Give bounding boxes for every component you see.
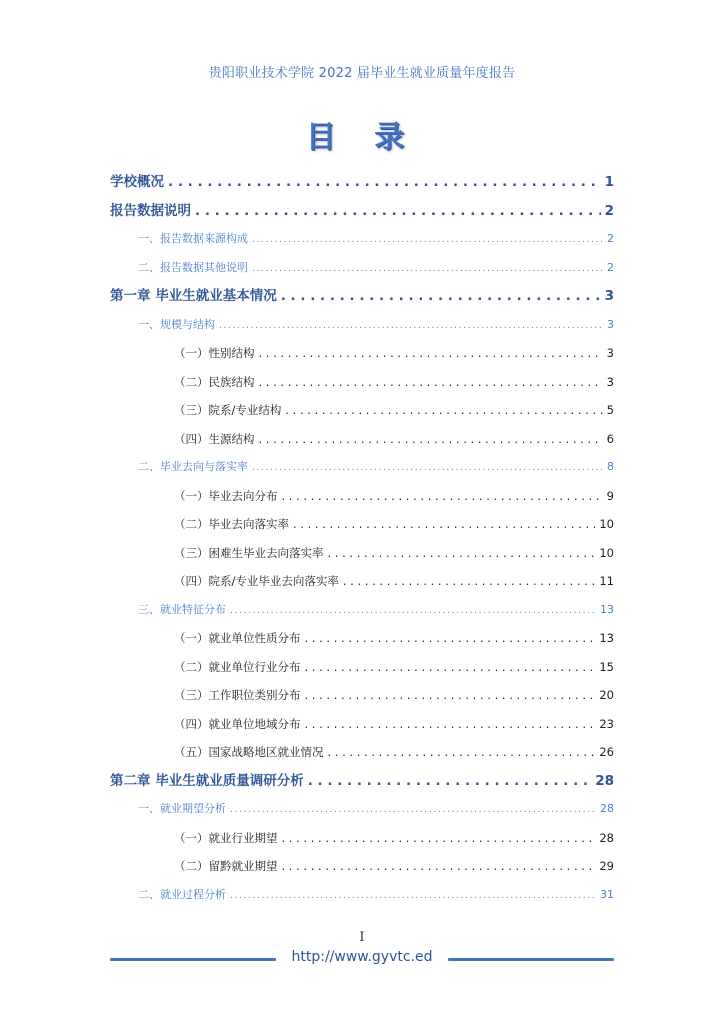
toc-leader-dots xyxy=(259,339,603,368)
toc-leader-dots xyxy=(305,681,596,710)
toc-entry-page: 2 xyxy=(604,202,614,219)
toc-entry-page: 3 xyxy=(607,317,614,331)
toc-entry[interactable] xyxy=(110,681,614,710)
footer xyxy=(110,950,614,970)
toc-entry-page: 15 xyxy=(599,659,614,674)
toc-leader-dots xyxy=(282,852,596,881)
toc-entry-page: 8 xyxy=(607,460,614,473)
toc-entry-label: 第二章 毕业生就业质量调研分析 xyxy=(110,772,304,789)
toc-entry[interactable] xyxy=(110,824,614,853)
toc-entry[interactable] xyxy=(110,767,614,796)
toc-entry-label: 二、报告数据其他说明 xyxy=(138,260,248,274)
toc-entry-page: 3 xyxy=(604,288,614,304)
toc-entry-label: （三）院系/专业结构 xyxy=(174,403,282,417)
toc-entry-label: （二）留黔就业期望 xyxy=(174,859,278,873)
toc-entry[interactable] xyxy=(110,596,614,625)
toc-entry-page: 29 xyxy=(599,859,614,873)
toc-entry[interactable] xyxy=(110,282,614,311)
toc-entry-label: （一）就业行业期望 xyxy=(174,830,278,845)
toc-leader-dots xyxy=(259,425,603,454)
toc-entry[interactable] xyxy=(110,710,614,739)
toc-entry-page: 26 xyxy=(599,745,614,759)
toc-leader-dots xyxy=(252,255,603,283)
toc-entry-page: 20 xyxy=(599,688,614,702)
toc-leader-dots xyxy=(219,312,603,340)
toc-entry-label: 二、就业过程分析 xyxy=(138,887,226,901)
toc-entry[interactable] xyxy=(110,254,614,283)
toc-entry[interactable] xyxy=(110,197,614,226)
toc-leader-dots xyxy=(282,824,596,853)
toc-entry-page: 28 xyxy=(595,772,614,789)
toc-entry-page: 11 xyxy=(599,574,614,588)
toc-entry-page: 13 xyxy=(599,631,614,645)
toc-leader-dots xyxy=(168,168,601,197)
report-header: 贵阳职业技术学院 2022 届毕业生就业质量年度报告 xyxy=(208,66,516,81)
footer-rule-right xyxy=(448,958,614,961)
toc-entry-label: 一、报告数据来源构成 xyxy=(138,232,248,245)
toc-entry[interactable] xyxy=(110,539,614,568)
toc-entry-label: 一、就业期望分析 xyxy=(138,802,226,815)
toc-entry[interactable] xyxy=(110,168,614,197)
toc-entry-label: （四）生源结构 xyxy=(174,431,255,446)
toc-entry-label: （三）困难生毕业去向落实率 xyxy=(174,545,324,560)
toc-leader-dots xyxy=(293,510,595,539)
toc-entry-label: 二、毕业去向与落实率 xyxy=(138,460,248,473)
toc-entry-page: 13 xyxy=(600,602,614,616)
toc-entry-page: 31 xyxy=(600,887,614,901)
toc-leader-dots xyxy=(328,738,596,767)
toc-entry-page: 2 xyxy=(607,260,614,274)
toc-entry-label: 第一章 毕业生就业基本情况 xyxy=(110,288,277,304)
toc-leader-dots xyxy=(230,597,596,625)
toc-entry[interactable] xyxy=(110,339,614,368)
toc-leader-dots xyxy=(259,368,603,397)
toc-leader-dots xyxy=(308,767,592,796)
toc-leader-dots xyxy=(230,796,596,824)
toc-entry-page: 6 xyxy=(606,431,614,446)
page-number: I xyxy=(359,930,365,945)
toc-entry[interactable] xyxy=(110,482,614,511)
toc-leader-dots xyxy=(328,539,596,568)
toc-entry[interactable] xyxy=(110,425,614,454)
toc-leader-dots xyxy=(281,282,601,311)
toc-entry[interactable] xyxy=(110,795,614,824)
toc-entry-label: 三、就业特征分布 xyxy=(138,602,226,616)
toc-entry-label: （一）就业单位性质分布 xyxy=(174,631,301,645)
footer-url: http://www.gyvtc.ed xyxy=(291,949,433,965)
toc-entry-page: 1 xyxy=(604,174,614,190)
toc-entry-page: 3 xyxy=(606,374,614,389)
toc-entry-label: （四）就业单位地域分布 xyxy=(174,716,301,731)
toc-leader-dots xyxy=(305,624,596,653)
toc-entry-label: 一、规模与结构 xyxy=(138,317,215,331)
toc-title: 目 录 xyxy=(305,120,419,155)
toc-entry-label: （四）院系/专业毕业去向落实率 xyxy=(174,574,339,588)
toc-entry[interactable] xyxy=(110,653,614,682)
toc-entry-page: 2 xyxy=(607,232,614,245)
toc-entry[interactable] xyxy=(110,368,614,397)
toc-entry-label: （二）毕业去向落实率 xyxy=(174,517,289,531)
toc-entry-page: 10 xyxy=(599,545,614,560)
toc-leader-dots xyxy=(305,653,596,682)
toc-leader-dots xyxy=(305,710,596,739)
toc-entry[interactable] xyxy=(110,738,614,767)
toc-entry-label: （二）民族结构 xyxy=(174,374,255,389)
table-of-contents xyxy=(110,168,614,909)
toc-leader-dots xyxy=(230,882,596,910)
toc-entry-page: 3 xyxy=(606,346,614,360)
toc-entry-page: 28 xyxy=(600,802,614,815)
toc-entry[interactable] xyxy=(110,311,614,340)
toc-entry[interactable] xyxy=(110,881,614,910)
toc-entry[interactable] xyxy=(110,453,614,482)
toc-leader-dots xyxy=(343,567,595,596)
toc-entry-page: 23 xyxy=(599,716,614,731)
toc-leader-dots xyxy=(252,226,603,254)
toc-entry-label: （五）国家战略地区就业情况 xyxy=(174,745,324,759)
toc-entry-label: （三）工作职位类别分布 xyxy=(174,688,301,702)
toc-leader-dots xyxy=(282,482,603,511)
toc-entry[interactable] xyxy=(110,852,614,881)
toc-entry-page: 9 xyxy=(606,488,614,503)
toc-entry-page: 10 xyxy=(599,517,614,531)
toc-entry[interactable] xyxy=(110,567,614,596)
toc-entry-label: （一）性别结构 xyxy=(174,346,255,360)
toc-entry-label: 学校概况 xyxy=(110,174,164,190)
toc-entry-page: 5 xyxy=(606,403,614,417)
toc-entry-label: （一）毕业去向分布 xyxy=(174,488,278,503)
toc-entry[interactable] xyxy=(110,396,614,425)
toc-entry-label: 报告数据说明 xyxy=(110,202,191,219)
toc-entry-page: 28 xyxy=(599,830,614,845)
toc-entry[interactable] xyxy=(110,510,614,539)
toc-leader-dots xyxy=(252,454,603,482)
toc-leader-dots xyxy=(285,396,602,425)
toc-leader-dots xyxy=(195,197,601,226)
toc-entry[interactable] xyxy=(110,225,614,254)
toc-entry[interactable] xyxy=(110,624,614,653)
toc-entry-label: （二）就业单位行业分布 xyxy=(174,659,301,674)
